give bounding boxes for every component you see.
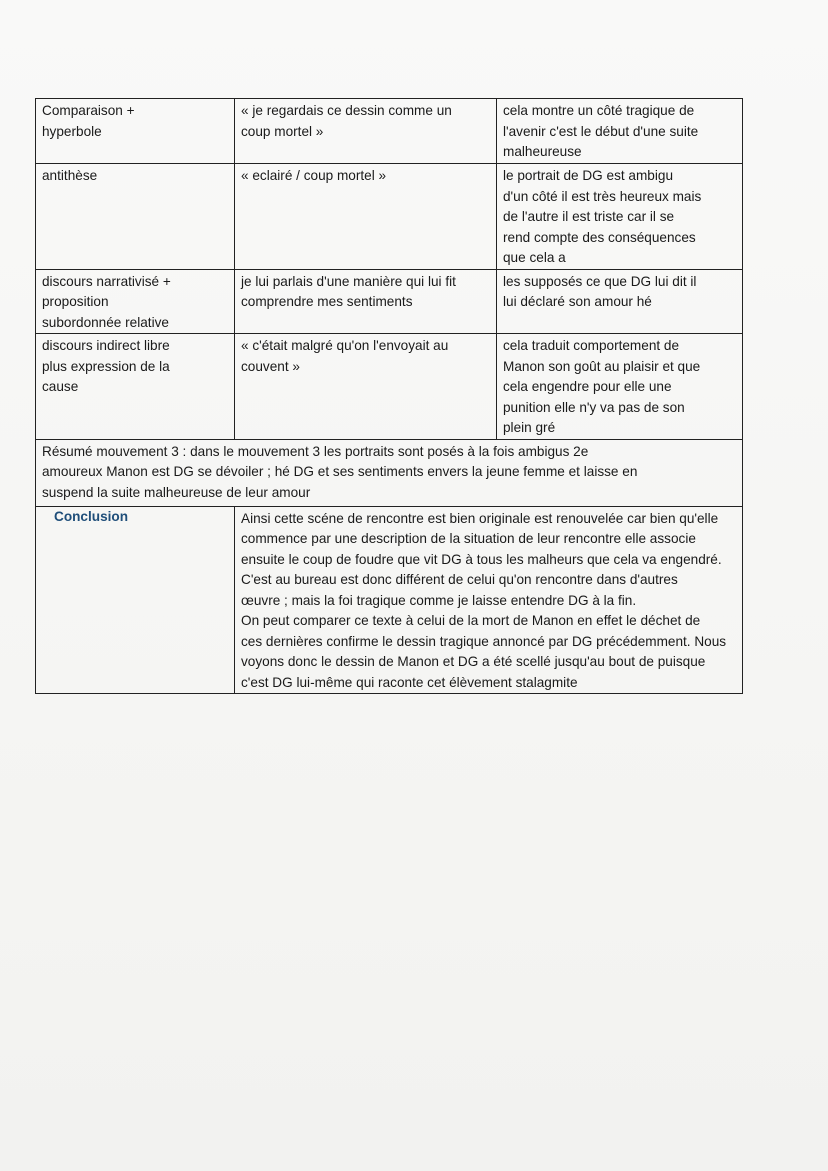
figure-text: Comparaison + hyperbole	[42, 103, 135, 139]
conclusion-text: Ainsi cette scéne de rencontre est bien originale est renouvelée car bien qu'elle commence par une description de la situation de leur rencontre elle associe ensuite le coup de foudre que vit DG à tous les malheurs que cela va engendré. C'est au bureau est donc différent de celui qu'on rencontre dans d'autres œuvre ; mais la foi tragique comme je laisse entendre DG à la fin. On peut comparer ce texte à celui de la mort de Manon en effet le déchet de ces dernières confirme le dessin tragique annoncé par DG précédemment. Nous voyons donc le dessin de Manon et DG a été scellé jusqu'au bout de puisque c'est DG lui-même qui raconte cet élèvement stalagmite	[241, 510, 727, 690]
interpretation-cell	[497, 334, 743, 440]
summary-row	[36, 439, 743, 506]
figure-cell	[36, 99, 235, 164]
quote-cell	[235, 99, 497, 164]
interpretation-text: le portrait de DG est ambigu d'un côté il est très heureux mais de l'autre il est triste car il se rend compte des conséquences que cela a	[503, 168, 702, 265]
interpretation-cell	[497, 269, 743, 334]
quote-text: je lui parlais d'une manière qui lui fit comprendre mes sentiments	[241, 273, 456, 309]
figure-text: antithèse	[42, 168, 98, 183]
figure-text: discours indirect libre plus expression de la cause	[42, 338, 170, 394]
analysis-table	[35, 98, 743, 694]
quote-cell	[235, 269, 497, 334]
figure-text: discours narrativisé + proposition subordonnée relative	[42, 273, 171, 330]
table-row	[36, 99, 743, 164]
summary-cell	[36, 439, 743, 506]
quote-text: « c'était malgré qu'on l'envoyait au couvent »	[241, 338, 449, 374]
interpretation-cell	[497, 164, 743, 270]
quote-text: « je regardais ce dessin comme un coup mortel »	[241, 103, 452, 139]
quote-cell	[235, 334, 497, 440]
interpretation-text: les supposés ce que DG lui dit il lui déclaré son amour hé	[503, 273, 697, 309]
quote-text: « eclairé / coup mortel »	[241, 168, 387, 183]
figure-cell	[36, 269, 235, 334]
figure-cell	[36, 164, 235, 270]
interpretation-text: cela montre un côté tragique de l'avenir c'est le début d'une suite malheureuse	[503, 103, 699, 159]
conclusion-text-cell	[235, 506, 743, 694]
figure-cell	[36, 334, 235, 440]
interpretation-cell	[497, 99, 743, 164]
quote-cell	[235, 164, 497, 270]
summary-text: Résumé mouvement 3 : dans le mouvement 3 les portraits sont posés à la fois ambigus 2e amoureux Manon est DG se dévoiler ; hé DG et ses sentiments envers la jeune femme et laisse en suspend la suite malheureuse de leur amour	[42, 443, 638, 500]
table-row	[36, 164, 743, 270]
conclusion-label-cell	[36, 506, 235, 694]
table-row	[36, 269, 743, 334]
conclusion-label: Conclusion	[54, 508, 129, 524]
conclusion-row	[36, 506, 743, 694]
table-row	[36, 334, 743, 440]
interpretation-text: cela traduit comportement de Manon son goût au plaisir et que cela engendre pour elle une punition elle n'y va pas de son plein gré	[503, 338, 701, 435]
